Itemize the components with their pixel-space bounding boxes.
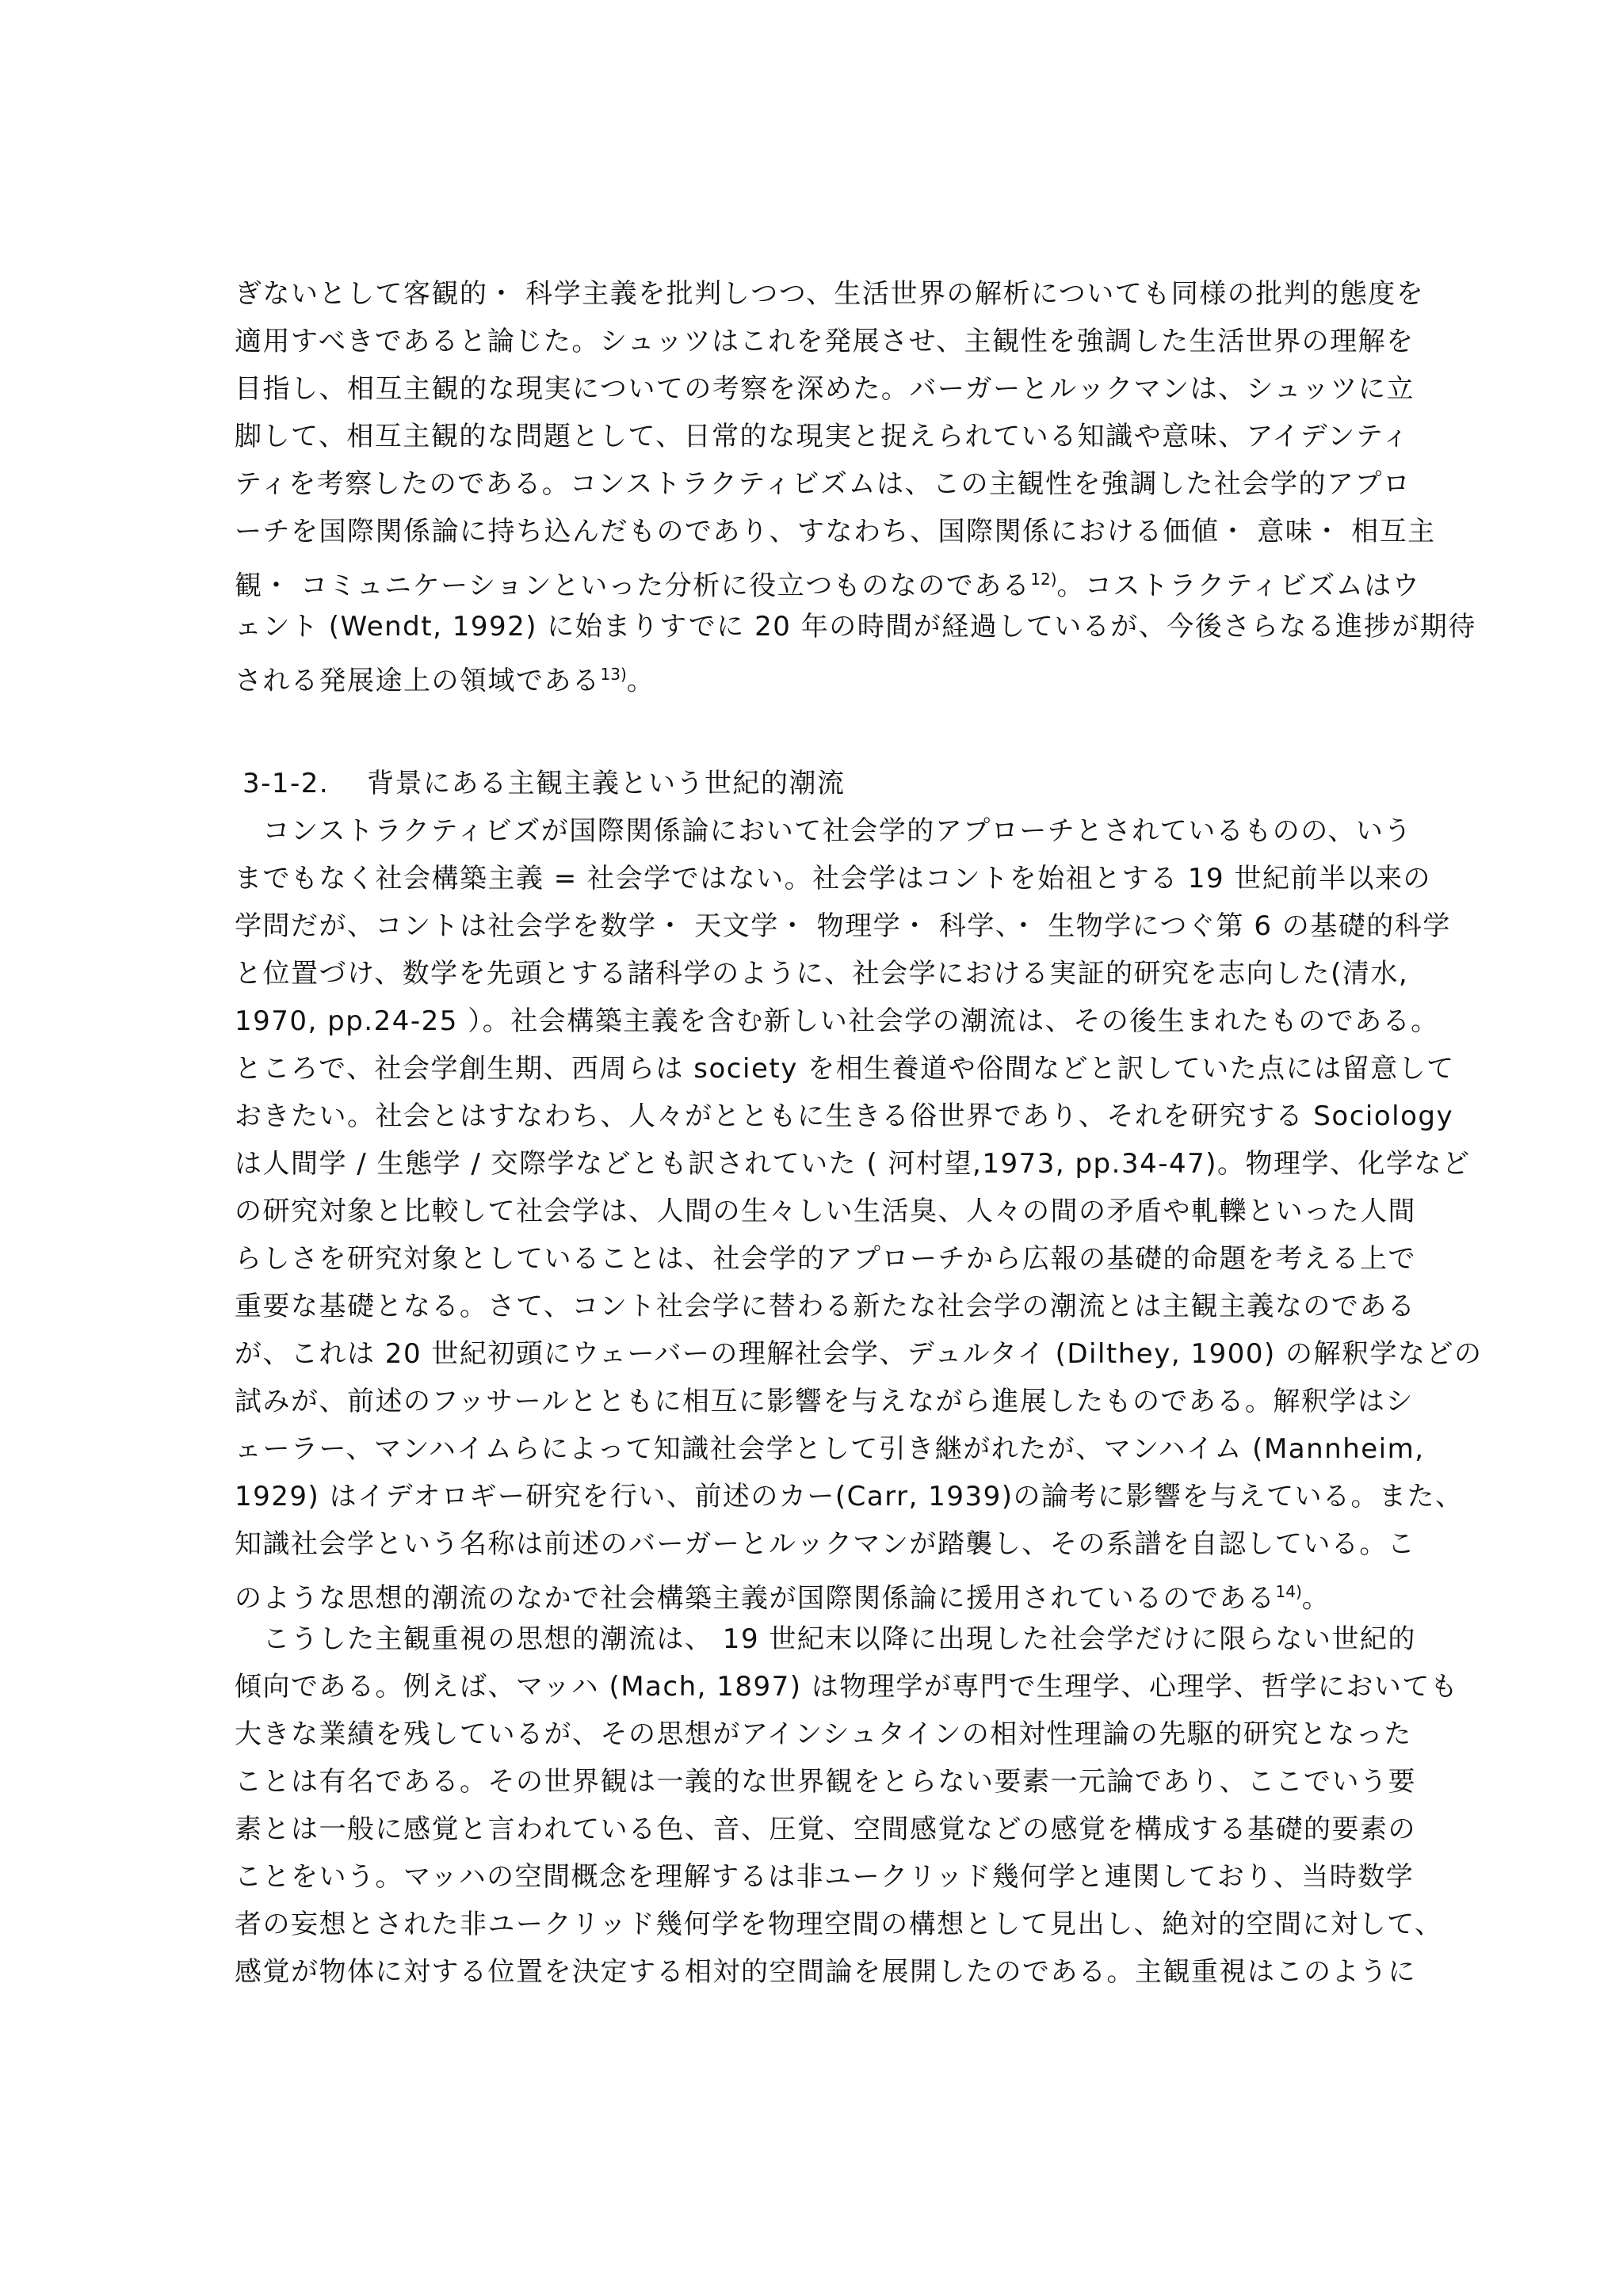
text-line: ーチを国際関係論に持ち込んだものであり、すなわち、国際関係における価値・ 意味・ 相互主: [235, 516, 1436, 547]
text-run: 。コストラクティビズムはウ: [1056, 570, 1421, 602]
text-run: 観・ コミュニケーションといった分析に役立つものなのである: [235, 570, 1031, 602]
text-line: コンストラクティビズが国際関係論において社会学的アプローチとされているものの、いう: [235, 815, 1412, 847]
text-line: 者の妄想とされた非ユークリッド幾何学を物理空間の構想として見出し、絶対的空間に対して、: [235, 1909, 1443, 1940]
text-line: 試みが、前述のフッサールとともに相互に影響を与えながら進展したものである。解釈学はシ: [235, 1386, 1414, 1417]
section-heading: 3-1-2. 背景にある主観主義という世紀的潮流: [242, 768, 846, 799]
text-line: [235, 653, 655, 702]
text-line: 傾向である。例えば、マッハ (Mach, 1897) は物理学が専門で生理学、心理学、哲学においても: [235, 1671, 1459, 1703]
text-line: 素とは一般に感覚と言われている色、音、圧覚、空間感覚などの感覚を構成する基礎的要素の: [235, 1814, 1416, 1845]
text-line: ことは有名である。その世界観は一義的な世界観をとらない要素一元論であり、ここでいう要: [235, 1766, 1416, 1798]
text-line: と位置づけ、数学を先頭とする諸科学のように、社会学における実証的研究を志向した(清水,: [235, 958, 1409, 990]
text-line: おきたい。社会とはすなわち、人々がとともに生きる俗世界であり、それを研究する Sociology: [235, 1100, 1454, 1132]
text-line: ェント (Wendt, 1992) に始まりすでに 20 年の時間が経過しているが、今後さらなる進捗が期待: [235, 611, 1476, 643]
text-line: が、これは 20 世紀初頭にウェーバーの理解社会学、デュルタイ (Dilthey, 1900) の解釈学などの: [235, 1338, 1483, 1370]
text-line: ぎないとして客観的・ 科学主義を批判しつつ、生活世界の解析についても同様の批判的態度を: [235, 278, 1425, 310]
text-line: [235, 1570, 1330, 1619]
text-run: 。: [626, 665, 655, 697]
text-line: ティを考察したのである。コンストラクティビズムは、この主観性を強調した社会学的アプロ: [235, 468, 1411, 500]
text-run: 。: [1301, 1582, 1331, 1615]
text-line: 感覚が物体に対する位置を決定する相対的空間論を展開したのである。主観重視はこのように: [235, 1956, 1416, 1988]
text-line: ところで、社会学創生期、西周らは society を相生養道や俗間などと訳していた点には留意して: [235, 1053, 1455, 1085]
text-line: までもなく社会構築主義 = 社会学ではない。社会学はコントを始祖とする 19 世紀前半以来の: [235, 863, 1431, 894]
footnote-ref-13[interactable]: 13): [600, 665, 627, 684]
footnote-ref-12[interactable]: 12): [1030, 570, 1057, 589]
text-line: こうした主観重視の思想的潮流は、 19 世紀末以降に出現した社会学だけに限らない世紀的: [235, 1623, 1416, 1655]
text-line: 脚して、相互主観的な問題として、日常的な現実と捉えられている知識や意味、アイデンティ: [235, 421, 1411, 452]
text-line: 目指し、相互主観的な現実についての考察を深めた。バーガーとルックマンは、シュッツに立: [235, 373, 1415, 405]
text-line: 知識社会学という名称は前述のバーガーとルックマンが踏襲し、その系譜を自認している。こ: [235, 1528, 1416, 1560]
text-run: される発展途上の領域である: [235, 665, 601, 697]
text-line: 学問だが、コントは社会学を数学・ 天文学・ 物理学・ 科学、・ 生物学につぐ第 6 の基礎的科学: [235, 910, 1451, 942]
text-line: ェーラー、マンハイムらによって知識社会学として引き継がれたが、マンハイム (Mannheim,: [235, 1433, 1425, 1465]
text-line: 重要な基礎となる。さて、コント社会学に替わる新たな社会学の潮流とは主観主義なのである: [235, 1291, 1416, 1322]
text-line: 大きな業績を残しているが、その思想がアインシュタインの相対性理論の先駆的研究となった: [235, 1718, 1412, 1750]
text-line: らしさを研究対象としていることは、社会学的アプローチから広報の基礎的命題を考える上で: [235, 1243, 1416, 1275]
text-line: 適用すべきであると論じた。シュッツはこれを発展させ、主観性を強調した生活世界の理解を: [235, 326, 1415, 357]
footnote-ref-14[interactable]: 14): [1275, 1582, 1302, 1601]
text-line: ことをいう。マッハの空間概念を理解するは非ユークリッド幾何学と連関しており、当時数学: [235, 1861, 1415, 1893]
text-line: 1970, pp.24-25 ）。社会構築主義を含む新しい社会学の潮流は、その後生まれたものである。: [235, 1005, 1439, 1037]
text-line: 1929) はイデオロギー研究を行い、前述のカー(Carr, 1939)の論考に影響を与えている。また、: [235, 1481, 1464, 1512]
text-line: は人間学 / 生態学 / 交際学などとも訳されていた ( 河村望,1973, pp.34-47)。物理学、化学など: [235, 1148, 1471, 1180]
text-line: [235, 558, 1420, 607]
text-line: の研究対象と比較して社会学は、人間の生々しい生活臭、人々の間の矛盾や軋轢といった人間: [235, 1196, 1416, 1227]
text-run: のような思想的潮流のなかで社会構築主義が国際関係論に援用されているのである: [235, 1582, 1276, 1615]
